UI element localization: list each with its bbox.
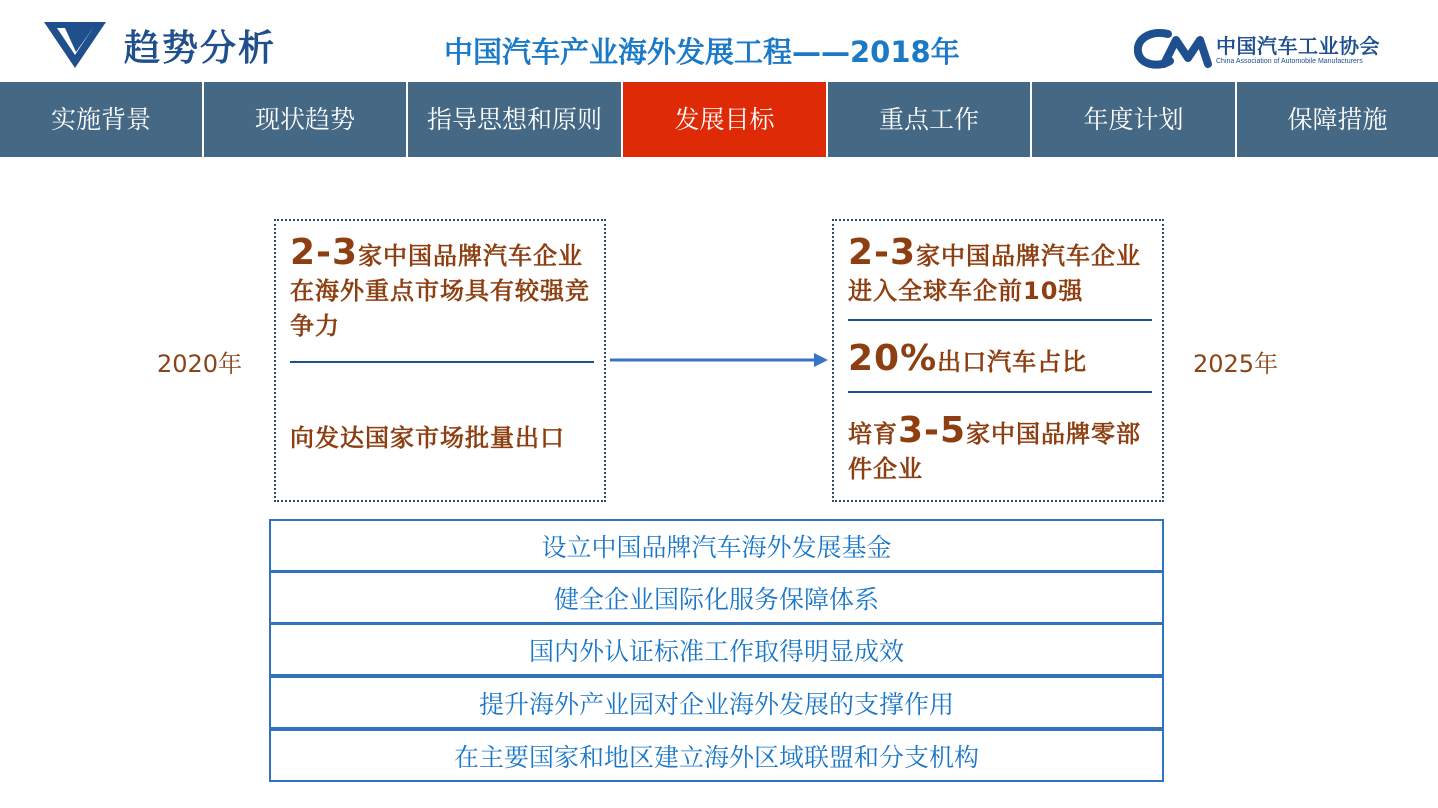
divider	[848, 391, 1152, 393]
year-2020-label: 2020年	[157, 350, 243, 378]
divider	[848, 319, 1152, 321]
goal-2020-competitive: 2-3家中国品牌汽车企业在海外重点市场具有较强竞争力	[290, 232, 590, 340]
measure-item: 提升海外产业园对企业海外发展的支撑作用	[269, 676, 1164, 729]
goal-highlight: 20%	[848, 338, 938, 379]
document-title: 中国汽车产业海外发展工程——2018年	[444, 35, 960, 69]
triangle-logo-icon	[44, 22, 106, 68]
goal-2025-export-share: 20%出口汽车占比	[848, 338, 1088, 379]
measure-item: 健全企业国际化服务保障体系	[269, 571, 1164, 624]
goal-highlight: 2-3	[848, 232, 917, 273]
goal-2020-export: 向发达国家市场批量出口	[290, 424, 565, 452]
goal-highlight: 3-5	[898, 410, 967, 451]
tab-guiding-principles[interactable]: 指导思想和原则	[408, 82, 621, 157]
org-subtitle: China Association of Automobile Manufacturers	[1216, 58, 1363, 65]
tab-development-goals[interactable]: 发展目标	[623, 82, 826, 157]
section-title: 趋势分析	[124, 28, 277, 69]
arrow-right-icon	[610, 348, 830, 372]
goal-2025-parts: 培育3-5家中国品牌零部件企业	[848, 410, 1142, 483]
measure-item: 国内外认证标准工作取得明显成效	[269, 623, 1164, 676]
section-nav	[0, 82, 1438, 157]
tab-key-work[interactable]: 重点工作	[828, 82, 1030, 157]
year-2025-label: 2025年	[1193, 350, 1279, 378]
tab-status-trends[interactable]: 现状趋势	[204, 82, 406, 157]
tab-safeguards[interactable]: 保障措施	[1237, 82, 1438, 157]
measure-item: 在主要国家和地区建立海外区域联盟和分支机构	[269, 729, 1164, 782]
goal-2025-top10: 2-3家中国品牌汽车企业进入全球车企前10强	[848, 232, 1142, 305]
measure-item: 设立中国品牌汽车海外发展基金	[269, 519, 1164, 572]
tab-background[interactable]: 实施背景	[0, 82, 202, 157]
measures-list	[269, 519, 1164, 782]
divider	[290, 361, 594, 363]
header	[0, 0, 1438, 82]
tab-annual-plan[interactable]: 年度计划	[1032, 82, 1235, 157]
goal-highlight: 2-3	[290, 232, 359, 273]
goals-2020-panel	[274, 219, 606, 502]
caam-logo-icon	[1134, 28, 1218, 70]
org-name: 中国汽车工业协会	[1216, 34, 1380, 58]
goals-2025-panel	[832, 219, 1164, 502]
